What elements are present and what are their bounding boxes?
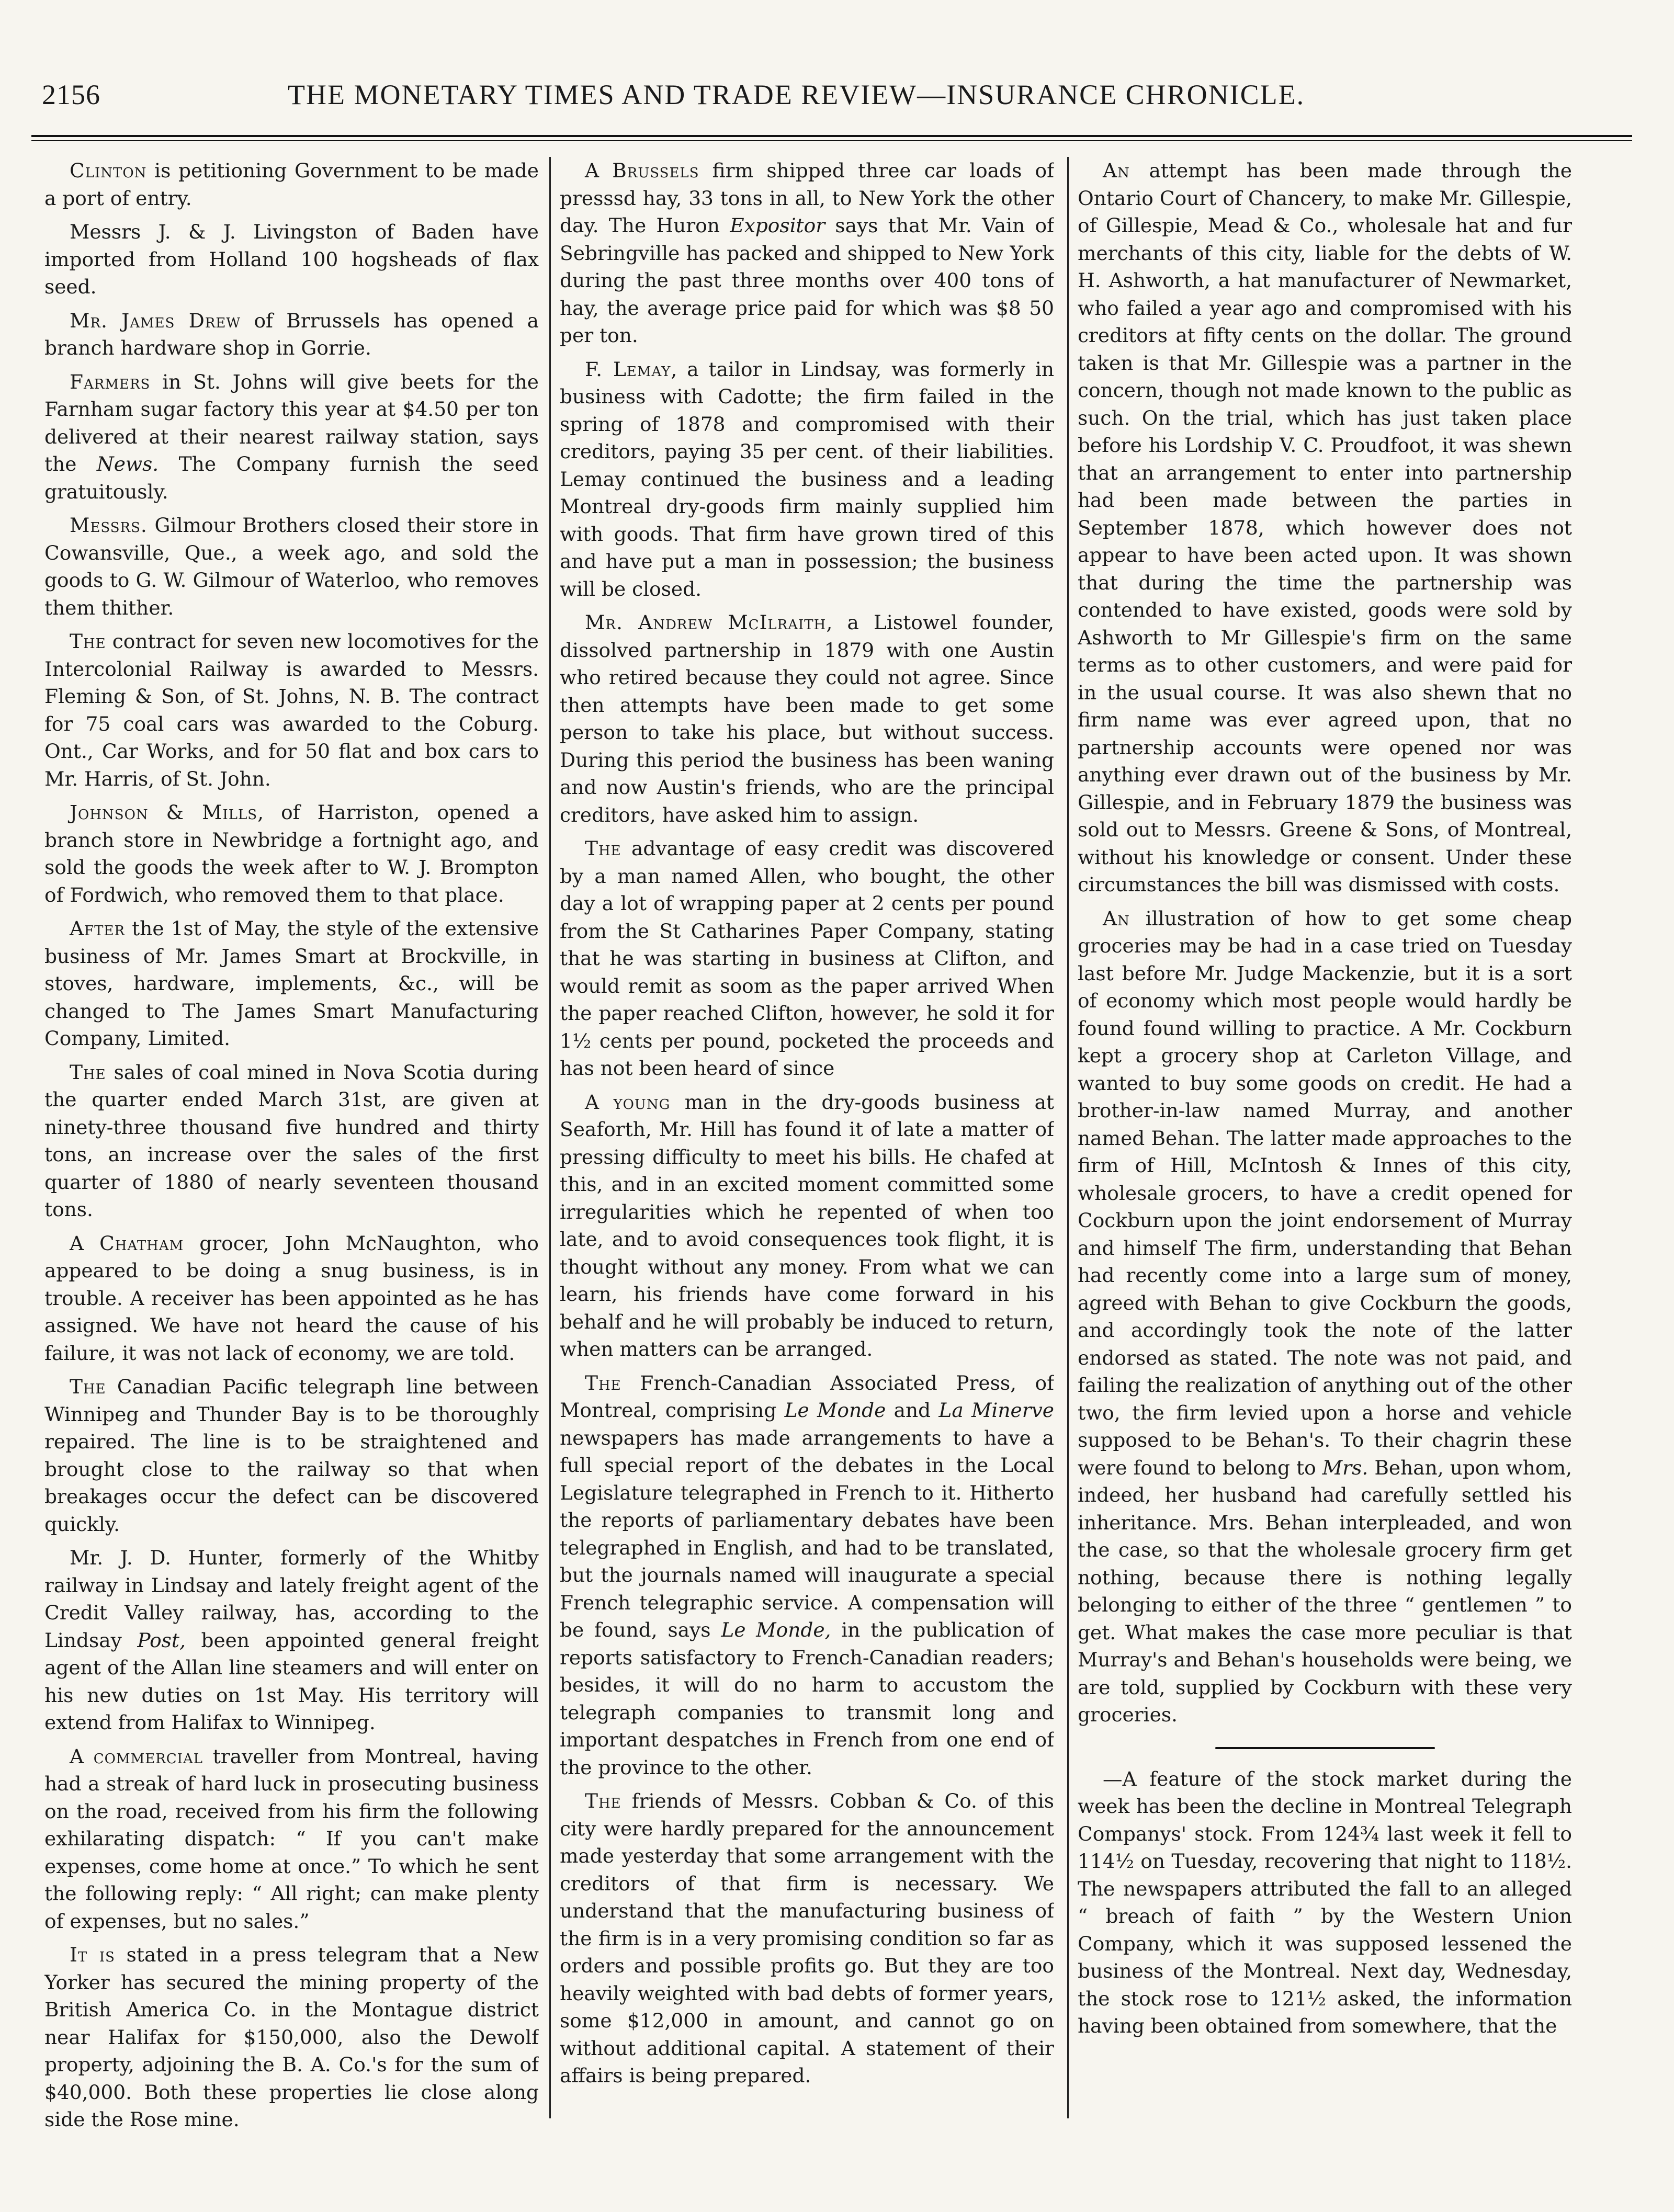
section-divider-ornament bbox=[1215, 1744, 1435, 1752]
paragraph: Farmers in St. Johns will give beets for the Farnham sugar factory this year at $4.50 per ton delivered at their nearest railway station, says the News. The Company furnish the seed gratuitously. bbox=[44, 370, 539, 503]
paragraph: Messrs J. & J. Livingston of Baden have imported from Holland 100 hogsheads of flax seed. bbox=[44, 220, 539, 298]
paragraph: F. Lemay, a tailor in Lindsay, was formerly in business with Cadotte; the firm failed in the spring of 1878 and compromised with their creditors, paying 35 per cent. of their liabilities. Lemay continued the business and a leading Montreal dry-goods firm mainly supplied him with goods. That firm have grown tired of this and have put a man in possession; the business will be closed. bbox=[560, 357, 1054, 600]
paragraph: A young man in the dry-goods business at Seaforth, Mr. Hill has found it of late a matter of pressing difficulty to meet his bills. He chafed at this, and in an excited moment committed some irregularities which he repented of when too late, and to avoid consequences took flight, it is thought without any money. From what we can learn, his friends have come forward in his behalf and he will probably be induced to return, when matters can be arranged. bbox=[560, 1090, 1054, 1360]
paragraph: The contract for seven new locomotives for the Intercolonial Railway is awarded to Messrs. Fleming & Son, of St. Johns, N. B. The contract for 75 coal cars was awarded to the Coburg. Ont., Car Works, and for 50 flat and box cars to Mr. Harris, of St. John. bbox=[44, 630, 539, 790]
paragraph: The sales of coal mined in Nova Scotia during the quarter ended March 31st, are given at ninety-three thousand five hundred and thirty tons, an increase over the sales of the first quarter of 1880 of nearly seventeen thousand tons. bbox=[44, 1060, 539, 1221]
paragraph: Mr. J. D. Hunter, formerly of the Whitby railway in Lindsay and lately freight agent of the Credit Valley railway, has, according to the Lindsay Post, been appointed general freight agent of the Allan line steamers and will enter on his new duties on 1st May. His territory will extend from Halifax to Winnipeg. bbox=[44, 1546, 539, 1734]
paragraph: The advantage of easy credit was discovered by a man named Allen, who bought, the other day a lot of wrapping paper at 2 cents per pound from the St Catharines Paper Company, stating that he was starting in business at Clifton, and would remit as soom as the paper arrived When the paper reached Clifton, however, he sold it for 1½ cents per pound, pocketed the proceeds and has not been heard of since bbox=[560, 837, 1054, 1080]
paragraph: After the 1st of May, the style of the extensive business of Mr. James Smart at Brockville, in stoves, hardware, implements, &c., will be changed to The James Smart Manufacturing Company, Limited. bbox=[44, 917, 539, 1050]
paragraph: It is stated in a press telegram that a New Yorker has secured the mining property of the British America Co. in the Montague district near Halifax for $150,000, also the Dewolf property, adjoining the B. A. Co.'s for the sum of $40,000. Both these properties lie close along side the Rose mine. bbox=[44, 1943, 539, 2131]
paragraph: An attempt has been made through the Ontario Court of Chancery, to make Mr. Gillespie, of Gillespie, Mead & Co., wholesale hat and fur merchants of this city, liable for the debts of W. H. Ashworth, a hat manufacturer of Newmarket, who failed a year ago and compromised with his creditors at fifty cents on the dollar. The ground taken is that Mr. Gillespie was a partner in the concern, though not made known to the public as such. On the trial, which has just taken place before his Lordship V. C. Proudfoot, it was shewn that an arrangement to enter into partnership had been made between the parties in September 1878, which however does not appear to have been acted upon. It was shown that during the time the partnership was contended to have existed, goods were sold by Ashworth to Mr Gillespie's firm on the same terms as to other customers, and were paid for in the usual course. It was also shewn that no firm name was ever agreed upon, that no partnership accounts were opened nor was anything ever drawn out of the business by Mr. Gillespie, and in February 1879 the business was sold out to Messrs. Greene & Sons, of Montreal, without his knowledge or consent. Under these circumstances the bill was dismissed with costs. bbox=[1078, 159, 1572, 896]
paragraph: The French-Canadian Associated Press, of Montreal, comprising Le Monde and La Minerve newspapers has made arrangements to have a full special report of the debates in the Local Legislature telegraphed in French to it. Hitherto the reports of parliamentary debates have been telegraphed in English, and had to be translated, but the journals named will inaugurate a special French telegraphic service. A compensation will be found, says Le Monde, in the publication of reports satisfactory to French-Canadian readers; besides, it will do no harm to accustom the telegraph companies to transmit long and important despatches in French from one end of the province to the other. bbox=[560, 1371, 1054, 1779]
paragraph: —A feature of the stock market during the week has been the decline in Montreal Telegraph Companys' stock. From 124¾ last week it fell to 114½ on Tuesday, recovering that night to 118½. The newspapers attributed the fall to an alleged “ breach of faith ” by the Western Union Company, which it was supposed lessened the business of the Montreal. Next day, Wednesday, the stock rose to 121½ asked, the information having been obtained from somewhere, that the bbox=[1078, 1767, 1572, 2037]
page-header bbox=[21, 78, 1653, 115]
column-divider-1 bbox=[549, 157, 551, 2118]
paragraph: A commercial traveller from Montreal, having had a streak of hard luck in prosecuting business on the road, received from his firm the following exhilarating dispatch: “ If you can't make expenses, come home at once.” To which he sent the following reply: “ All right; can make plenty of expenses, but no sales.” bbox=[44, 1744, 539, 1933]
column-3 bbox=[1078, 157, 1572, 2145]
paragraph: Messrs. Gilmour Brothers closed their store in Cowansville, Que., a week ago, and sold the goods to G. W. Gilmour of Waterloo, who removes them thither. bbox=[44, 514, 539, 619]
column-1 bbox=[44, 157, 539, 2145]
column-divider-2 bbox=[1067, 157, 1069, 2118]
column-2 bbox=[560, 157, 1054, 2145]
paragraph: The Canadian Pacific telegraph line between Winnipeg and Thunder Bay is to be thoroughly repaired. The line is to be straightened and brought close to the railway so that when breakages occur the defect can be discovered quickly. bbox=[44, 1375, 539, 1536]
paragraph: Johnson & Mills, of Harriston, opened a branch store in Newbridge a fortnight ago, and sold the goods the week after to W. J. Brompton of Fordwich, who removed them to that place. bbox=[44, 801, 539, 906]
header-rule-thin bbox=[31, 140, 1632, 141]
paragraph: Mr. Andrew McIlraith, a Listowel founder, dissolved partnership in 1879 with one Austin who retired because they could not agree. Since then attempts have been made to get some person to take his place, but without success. During this period the business has been waning and now Austin's friends, who are the principal creditors, have asked him to assign. bbox=[560, 611, 1054, 826]
page-number: 2156 bbox=[42, 79, 100, 110]
paragraph: Mr. James Drew of Brrussels has opened a branch hardware shop in Gorrie. bbox=[44, 309, 539, 359]
paragraph: Clinton is petitioning Government to be made a port of entry. bbox=[44, 159, 539, 210]
paragraph: A Chatham grocer, John McNaughton, who appeared to be doing a snug business, is in trouble. A receiver has been appointed as he has assigned. We have not heard the cause of his failure, it was not lack of economy, we are told. bbox=[44, 1231, 539, 1365]
paragraph: The friends of Messrs. Cobban & Co. of this city were hardly prepared for the announcement made yesterday that some arrangement with the creditors of that firm is necessary. We understand that the manufacturing business of the firm is in a very promising condition so far as orders and possible profits go. But they are too heavily weighted with bad debts of former years, some $12,000 in amount, and cannot go on without additional capital. A statement of their affairs is being prepared. bbox=[560, 1789, 1054, 2087]
running-title: THE MONETARY TIMES AND TRADE REVIEW—INSURANCE CHRONICLE. bbox=[288, 79, 1305, 110]
paragraph: A Brussels firm shipped three car loads of presssd hay, 33 tons in all, to New York the other day. The Huron Expositor says that Mr. Vain of Sebringville has packed and shipped to New York during the past three months over 400 tons of hay, the average price paid for which was $8 50 per ton. bbox=[560, 159, 1054, 347]
header-rule bbox=[31, 135, 1632, 137]
paragraph: An illustration of how to get some cheap groceries may be had in a case tried on Tuesday last before Mr. Judge Mackenzie, but it is a sort of economy which most people would hardly be found found willing to practice. A Mr. Cockburn kept a grocery shop at Carleton Village, and wanted to buy some goods on credit. He had a brother-in-law named Murray, and another named Behan. The latter made approaches to the firm of Hill, McIntosh & Innes of this city, wholesale grocers, to have a credit opened for Cockburn upon the joint endorsement of Murray and himself The firm, understanding that Behan had recently come into a large sum of money, agreed with Behan to give Cockburn the goods, and accordingly took the note of the latter endorsed as stated. The note was not paid, and failing the realization of anything out of the other two, the firm levied upon a horse and vehicle supposed to be Behan's. To their chagrin these were found to belong to Mrs. Behan, upon whom, indeed, her husband had carefully settled his inheritance. Mrs. Behan interpleaded, and won the case, so that the wholesale grocery firm get nothing, because there is nothing legally belonging to either of the three “ gentlemen ” to get. What makes the case more peculiar is that Murray's and Behan's households were being, we are told, supplied by Cockburn with these very groceries. bbox=[1078, 906, 1572, 1726]
